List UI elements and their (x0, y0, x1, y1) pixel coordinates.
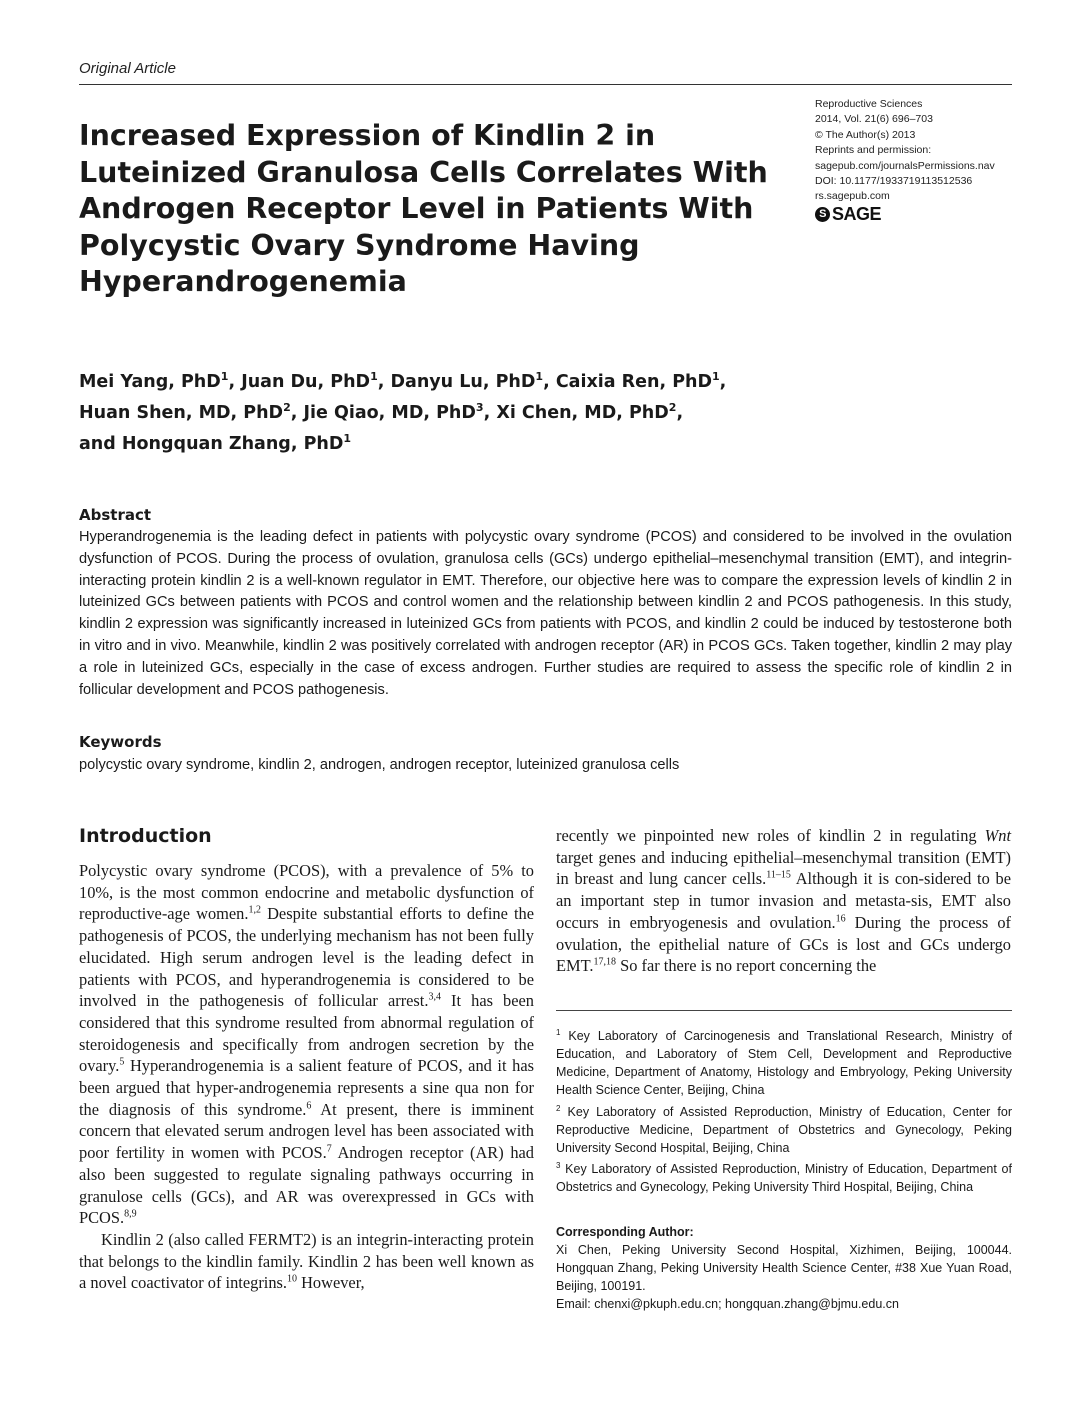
citation-ref[interactable]: 11–15 (766, 869, 791, 881)
author-affiliation-mark: 1 (343, 431, 352, 445)
abstract-text: Hyperandrogenemia is the leading defect in patients with polycystic ovary syndrome (PCOS) and considered to be involved in the ovulation dysfunction of PCOS. During the process of ovulation, granulosa cells (GCs) undergo epithelial–mesenchymal transition (EMT), and integrin-interacting protein kindlin 2 is a well-known regulator in EMT. Therefore, our objective here was to compare the expression levels of kindlin 2 in luteinized GCs between patients with PCOS and control women and the relationship between kindlin 2 and PCOS pathogenesis. In this study, kindlin 2 expression was significantly increased in luteinized GCs from patients with PCOS, and kindlin 2 could be induced by testosterone both in vitro and in vivo. Meanwhile, kindlin 2 was positively correlated with androgen receptor (AR) in PCOS GCs. Taken together, kindlin 2 may play a role in luteinized GCs, especially in the case of excess androgen. Further studies are required to assess the specific role of kindlin 2 in follicular development and PCOS pathogenesis. (79, 529, 1012, 698)
intro-paragraph-1: Polycystic ovary syndrome (PCOS), with a prevalence of 5% to 10%, is the most common endocrine and metabolic dysfunction of reproductive-age women.$^{1,2}$ Despite substantial efforts to define the pathogenesis of PCOS, the underlying mechanism has not been fully elucidated. High serum androgen level is the leading defect in patients with PCOS, and hyperandrogenemia is considered to be involved in the pathogenesis of follicular arrest.$^{3,4}$ It has been considered that this syndrome resulted from abnormal regulation of steroidogenesis and specifically from androgen secretion by the ovary.$^5$ Hyperandrogenemia is a salient feature of PCOS, and it has been argued that hyper-androgenemia represents a sine qua non for the diagnosis of this syndrome.$^6$ At present, there is imminent concern that elevated serum androgen level has been associated with poor fertility in women with PCOS.$^7$ Androgen receptor (AR) had also been suggested to regulate signaling pathways occurring in granulose cells (GCs), and AR was overexpressed in GCs with PCOS.$^{8,9}$ (79, 861, 534, 1228)
copyright-line: © The Author(s) 2013 (815, 128, 916, 141)
sage-logo-icon: S (815, 207, 830, 222)
author-affiliation-mark: 2 (283, 400, 291, 414)
journal-name: Reproductive Sciences (815, 98, 923, 110)
intro-paragraph-2-continued: recently we pinpointed new roles of kindlin 2 in regulating Wnt target genes and inducing epithelial–mesenchymal transition (EMT) in breast and lung cancer cells.$^{11-15}$ Although it is con-sidered to be an important step in tumor invasion and metasta-sis, EMT also occurs in embryogenesis and ovulation.$^{16}$ During the process of ovulation, the epithelial nature of GCs is lost and GCs undergo EMT.$^{17,18}$ So far there is no report concerning the (556, 826, 1011, 976)
doi-line[interactable]: DOI: 10.1177/1933719113512536 (815, 175, 973, 188)
author-name: Huan Shen, MD, PhD (79, 402, 284, 423)
author-affiliation-mark: 3 (475, 400, 484, 414)
introduction-heading: Introduction (79, 825, 212, 847)
affiliation-item: $^1$ Key Laboratory of Carcinogenesis and Translational Research, Ministry of Education, and Laboratory of Stem Cell, Development and Reproductive Medicine, Department of Anatomy, Histology and Embryology, Peking University Health Science Center, Beijing, China (556, 1028, 1012, 1098)
corresponding-address: Xi Chen, Peking University Second Hospital, Xizhimen, Beijing, 100044. Hongquan Zhang, Peking University Health Science Center, #38 Xue Yuan Road, Beijing, 100191. (556, 1243, 1012, 1294)
author-affiliation-mark: 1 (370, 370, 378, 383)
author-list: Mei Yang, PhD$^1$, Juan Du, PhD$^1$, Danyu Lu, PhD$^1$, Caixia Ren, PhD$^1$, Huan Shen, MD, PhD$^2$, Jie Qiao, MD, PhD$^3$, Xi Chen, MD, PhD$^2$, and Hongquan Zhang, PhD$^1$ (79, 370, 727, 454)
author-name: Juan Du, PhD (241, 371, 371, 392)
affiliation-number: 3 (556, 1160, 561, 1170)
affiliation-item: $^3$ Key Laboratory of Assisted Reproduction, Ministry of Education, Department of Obstetrics and Gynecology, Peking University Third Hospital, Beijing, China (556, 1160, 1012, 1195)
journal-volume: 2014, Vol. 21(6) 696–703 (815, 113, 933, 126)
author-affiliation-mark: 2 (668, 400, 677, 414)
affiliation-item: $^2$ Key Laboratory of Assisted Reproduction, Ministry of Education, Center for Reproductive Medicine, Department of Obstetrics and Gynecology, Peking University Second Hospital, Beijing, China (556, 1103, 1012, 1155)
citation-ref[interactable]: 5 (119, 1056, 125, 1068)
citation-ref[interactable]: 16 (835, 913, 846, 925)
header-rule (79, 84, 1012, 85)
sage-logo-text: SAGE (832, 203, 882, 224)
affiliation-number: 2 (556, 1103, 561, 1113)
journal-meta (815, 97, 1015, 222)
corresponding-email[interactable]: Email: chenxi@pkuph.edu.cn; hongquan.zhang@bjmu.edu.cn (556, 1297, 899, 1312)
abstract-heading: Abstract (79, 506, 152, 524)
affiliation-number: 1 (556, 1028, 561, 1037)
journal-site-link[interactable]: rs.sagepub.com (815, 190, 890, 203)
author-name: Danyu Lu, PhD (390, 371, 536, 392)
author-name: and Hongquan Zhang, PhD (79, 433, 344, 454)
intro-paragraph-2: Kindlin 2 (also called FERMT2) is an integrin-interacting protein that belongs to the kindlin family. Kindlin 2 has been well known as a novel coactivator of integrins.$^{10}$ However, (79, 1229, 534, 1293)
citation-ref[interactable]: 6 (306, 1100, 312, 1112)
citation-ref[interactable]: 10 (287, 1273, 297, 1285)
citation-ref[interactable]: 8,9 (124, 1208, 137, 1220)
author-affiliation-mark: 1 (712, 370, 720, 383)
author-name: Mei Yang, PhD (79, 371, 221, 392)
author-name: Jie Qiao, MD, PhD (303, 402, 476, 423)
keywords-heading: Keywords (79, 733, 162, 751)
affiliation-list (556, 1024, 1012, 1196)
article-type-label: Original Article (79, 60, 176, 77)
reprints-line: Reprints and permission: (815, 144, 932, 157)
footnote-rule (556, 1010, 1012, 1011)
body-column-right (556, 825, 1011, 977)
body-column-left (79, 860, 534, 1294)
citation-ref[interactable]: 1,2 (248, 904, 261, 916)
author-affiliation-mark: 1 (535, 370, 544, 383)
citation-ref[interactable]: 17,18 (593, 956, 616, 968)
citation-ref[interactable]: 3,4 (428, 991, 441, 1003)
keywords-text: polycystic ovary syndrome, kindlin 2, androgen, androgen receptor, luteinized granulosa cells (79, 757, 680, 773)
author-affiliation-mark: 1 (220, 370, 229, 383)
corresponding-author (556, 1223, 1012, 1313)
permissions-link[interactable]: sagepub.com/journalsPermissions.nav (815, 159, 995, 172)
citation-ref[interactable]: 7 (326, 1143, 332, 1155)
article-title: Increased Expression of Kindlin 2 in Luteinized Granulosa Cells Correlates With Androgen Receptor Level in Patients With Polycystic Ovary Syndrome Having Hyperandrogenemia (79, 119, 768, 298)
author-name: Caixia Ren, PhD (555, 371, 713, 392)
corresponding-heading: Corresponding Author: (556, 1225, 694, 1239)
sage-logo (815, 203, 1015, 224)
author-name: Xi Chen, MD, PhD (496, 402, 669, 423)
italic-term: Wnt (984, 826, 1011, 845)
